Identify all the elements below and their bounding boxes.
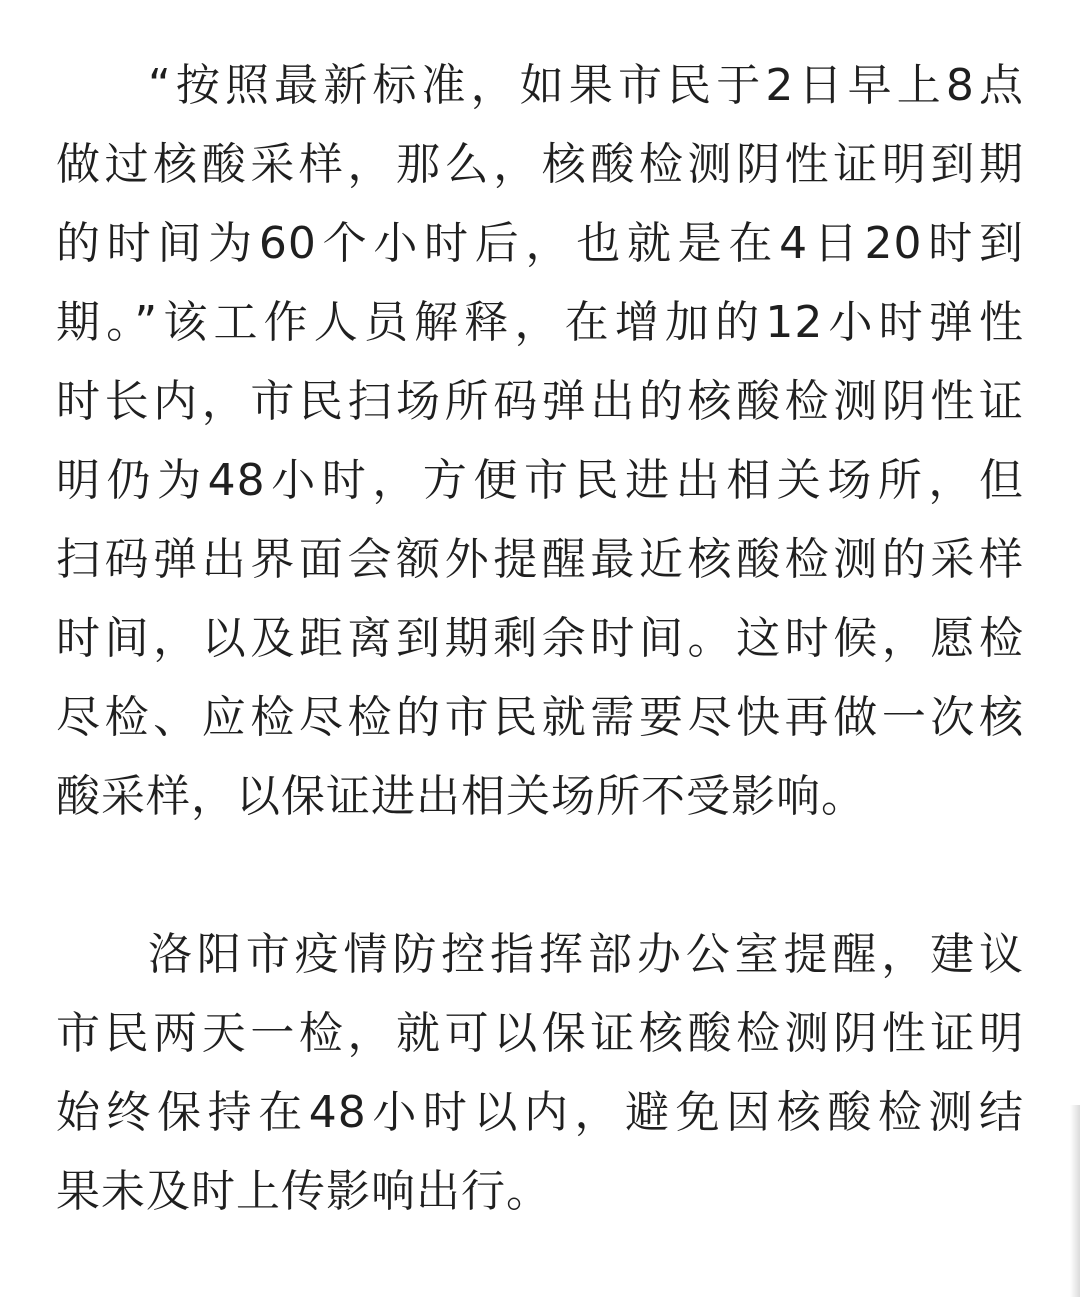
text-line: 始终保持在48小时以内，避免因核酸检测结 <box>56 1087 1024 1138</box>
text-line: 期。”该工作人员解释，在增加的12小时弹性 <box>56 297 1024 348</box>
text-line: 明仍为48小时，方便市民进出相关场所，但 <box>56 455 1024 506</box>
text-line: “按照最新标准，如果市民于2日早上8点 <box>148 60 1024 111</box>
text-line: 酸采样，以保证进出相关场所不受影响。 <box>56 771 866 822</box>
paragraph-1 <box>56 46 1024 836</box>
text-line: 扫码弹出界面会额外提醒最近核酸检测的采样 <box>56 534 1024 585</box>
text-line: 洛阳市疫情防控指挥部办公室提醒，建议 <box>148 929 1024 980</box>
text-line: 时长内，市民扫场所码弹出的核酸检测阴性证 <box>56 376 1024 427</box>
text-line: 果未及时上传影响出行。 <box>56 1166 551 1217</box>
text-line: 做过核酸采样，那么，核酸检测阴性证明到期 <box>56 139 1024 190</box>
text-line: 市民两天一检，就可以保证核酸检测阴性证明 <box>56 1008 1024 1059</box>
text-line: 的时间为60个小时后，也就是在4日20时到 <box>56 218 1024 269</box>
paragraph-2 <box>56 915 1024 1231</box>
text-line: 时间，以及距离到期剩余时间。这时候，愿检 <box>56 613 1024 664</box>
page-edge-shadow <box>1070 1105 1080 1297</box>
paragraph-spacer <box>56 836 1024 915</box>
article-body <box>56 46 1024 1231</box>
text-line: 尽检、应检尽检的市民就需要尽快再做一次核 <box>56 692 1024 743</box>
